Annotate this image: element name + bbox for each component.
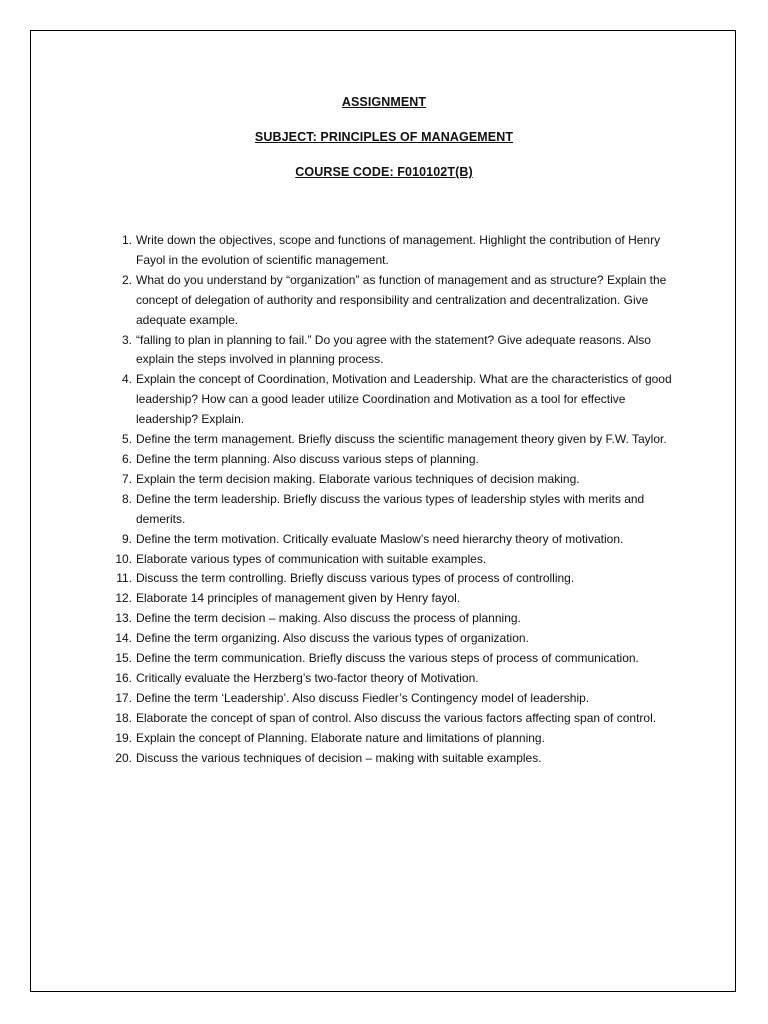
question-number: 6. (121, 451, 132, 466)
question-text: Write down the objectives, scope and functions of management. Highlight the contribution of Henry Fayol in the evolution of scientific management. (136, 233, 661, 267)
question-number: 10. (115, 551, 132, 566)
question-number: 20. (115, 750, 132, 765)
question-number: 9. (121, 531, 132, 546)
question-text: Elaborate 14 principles of management given by Henry fayol. (136, 591, 461, 606)
question-text: Define the term management. Briefly discuss the scientific management theory given by F.W. Taylor. (136, 432, 667, 447)
question-item (108, 569, 678, 589)
question-number: 8. (121, 491, 132, 506)
question-text: Elaborate various types of communication with suitable examples. (136, 551, 487, 566)
question-item (108, 331, 678, 371)
question-item (108, 450, 678, 470)
question-text: “falling to plan in planning to fail.” Do you agree with the statement? Give adequate reasons. Also explain the steps involved in planning process. (136, 332, 651, 367)
question-text: Explain the term decision making. Elaborate various techniques of decision making. (136, 471, 580, 486)
question-text: Define the term decision – making. Also discuss the process of planning. (136, 611, 521, 626)
question-text: What do you understand by “organization” as function of management and as structure? Explain the concept of delegation of authority and responsibility and centralization and decentralization. Give adequate example. (136, 272, 667, 327)
question-number: 1. (121, 233, 132, 247)
question-text: Discuss the various techniques of decision – making with suitable examples. (136, 750, 542, 765)
question-text: Define the term ‘Leadership’. Also discuss Fiedler’s Contingency model of leadership. (136, 690, 590, 705)
question-item (108, 669, 678, 689)
question-number: 18. (115, 710, 132, 725)
question-item (108, 709, 678, 729)
question-text: Explain the concept of Coordination, Motivation and Leadership. What are the characteristics of good leadership? How can a good leader utilize Coordination and Motivation as a tool for effective leadership? Explain. (136, 372, 672, 427)
question-number: 12. (115, 591, 132, 606)
question-text: Define the term leadership. Briefly discuss the various types of leadership styles with merits and demerits. (136, 491, 645, 526)
question-text: Explain the concept of Planning. Elaborate nature and limitations of planning. (136, 730, 545, 745)
question-number: 3. (121, 332, 132, 347)
question-item (108, 629, 678, 649)
course-code-heading: COURSE CODE: F010102T(B) (295, 165, 473, 179)
question-text: Define the term organizing. Also discuss the various types of organization. (136, 631, 529, 646)
question-item (108, 231, 678, 271)
question-number: 14. (115, 631, 132, 646)
question-item (108, 609, 678, 629)
question-item (108, 550, 678, 570)
question-item (108, 749, 678, 769)
subject-heading: SUBJECT: PRINCIPLES OF MANAGEMENT (254, 130, 514, 144)
question-text: Discuss the term controlling. Briefly discuss various types of process of controlling. (136, 571, 575, 586)
question-number: 13. (115, 611, 132, 626)
question-item (108, 589, 678, 609)
question-number: 17. (115, 690, 132, 705)
question-list (108, 231, 678, 768)
question-item (108, 729, 678, 749)
question-item (108, 430, 678, 450)
question-item (108, 370, 678, 430)
question-number: 5. (121, 432, 132, 447)
question-item (108, 490, 678, 530)
question-text: Elaborate the concept of span of control. Also discuss the various factors affecting span of control. (136, 710, 657, 725)
question-item (108, 470, 678, 490)
question-item (108, 689, 678, 709)
question-item (108, 271, 678, 331)
question-item (108, 530, 678, 550)
assignment-title: ASSIGNMENT (341, 95, 427, 109)
question-text: Define the term communication. Briefly discuss the various steps of process of communication. (136, 651, 639, 666)
question-number: 4. (121, 372, 132, 387)
question-number: 16. (115, 670, 132, 685)
question-text: Define the term planning. Also discuss various steps of planning. (136, 451, 479, 466)
question-number: 19. (115, 730, 132, 745)
question-number: 2. (121, 272, 132, 287)
question-number: 11. (116, 571, 132, 586)
question-text: Define the term motivation. Critically evaluate Maslow’s need hierarchy theory of motivation. (136, 531, 624, 546)
question-item (108, 649, 678, 669)
question-number: 7. (121, 471, 132, 486)
question-number: 15. (115, 651, 132, 666)
question-text: Critically evaluate the Herzberg’s two-factor theory of Motivation. (136, 670, 479, 685)
